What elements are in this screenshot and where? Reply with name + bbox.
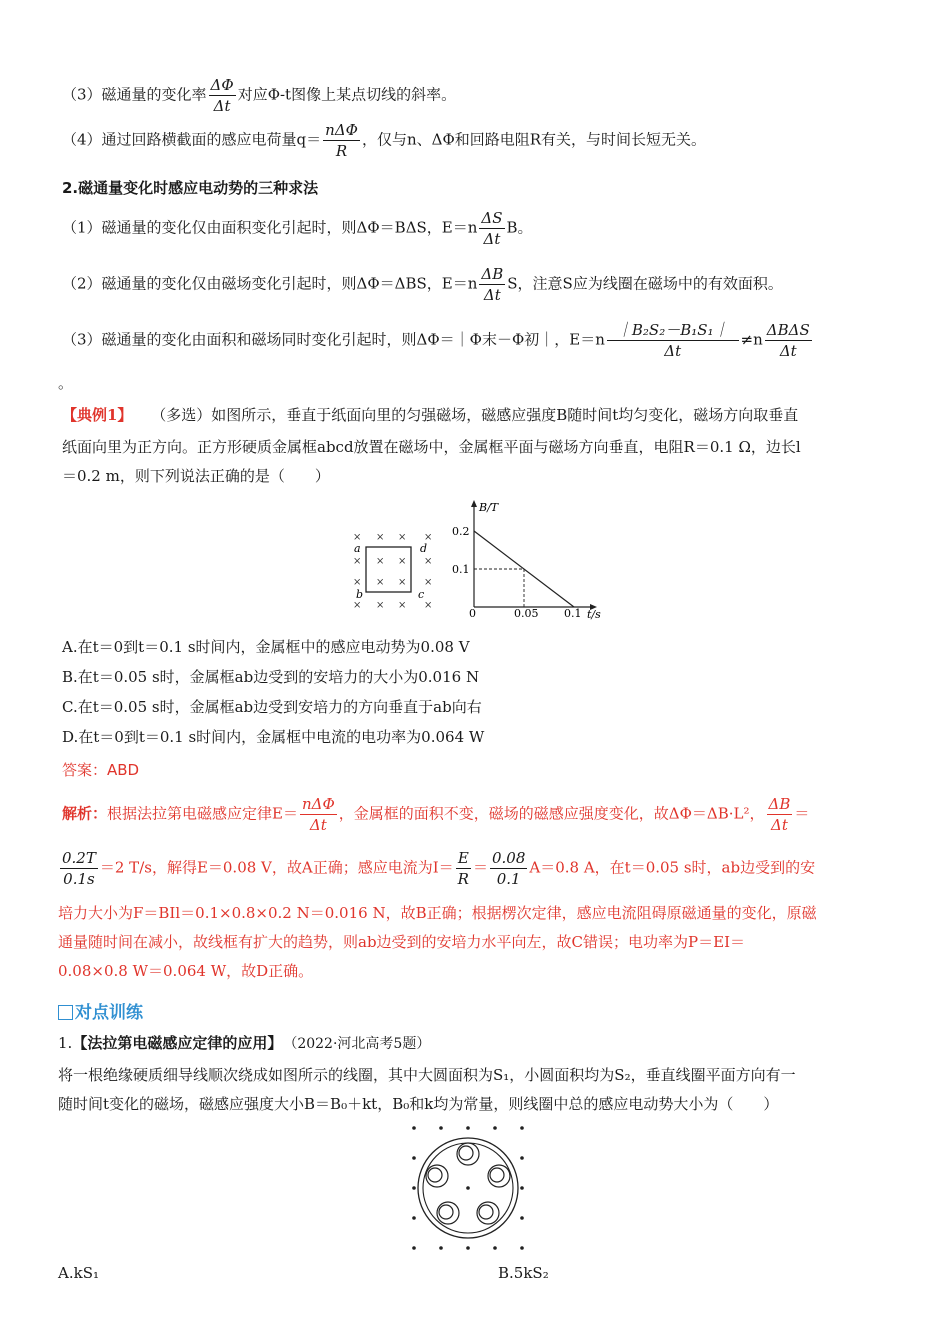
q1-line-1: 将一根绝缘硬质细导线顺次绕成如图所示的线圈，其中大圆面积为S₁，小圆面积均为S₂，垂直线圈平面方向有一 — [58, 1066, 796, 1084]
analysis-text-2b: ＝ — [472, 858, 488, 877]
analysis-line-2 — [58, 848, 815, 889]
item-4 — [62, 120, 706, 161]
example-type: （多选） — [151, 406, 212, 424]
frac-num: nΔΦ — [325, 121, 358, 139]
svg-text:×: × — [353, 532, 362, 543]
x-tick-005: 0.05 — [514, 607, 539, 620]
method-3-text: （3）磁通量的变化由面积和磁场同时变化引起时，则ΔΦ＝｜Φ末－Φ初｜，E＝n — [62, 330, 605, 349]
fraction — [60, 848, 98, 889]
svg-text:×: × — [424, 532, 433, 543]
x-axis-label: t/s — [587, 608, 601, 621]
method-1-text: （1）磁通量的变化仅由面积变化引起时，则ΔΦ＝BΔS，E＝n — [62, 218, 478, 237]
frac-num: ΔB — [481, 265, 504, 283]
analysis-line-4: 通量随时间在减小，故线框有扩大的趋势，则ab边受到的安培力水平向左，故C错误；电功率为P＝EI＝ — [58, 933, 745, 951]
fraction — [607, 320, 739, 361]
magnetic-field-dots — [412, 1126, 524, 1250]
q1-option-b: B.5kS₂ — [498, 1264, 549, 1282]
svg-text:×: × — [398, 556, 407, 567]
analysis-line-1 — [62, 794, 809, 835]
analysis-text-1b: ，金属框的面积不变，磁场的磁感应强度变化，故ΔΦ＝ΔB·L²， — [338, 804, 765, 823]
answer: 答案：ABD — [62, 761, 140, 779]
item-3-text: 对应Φ-t图像上某点切线的斜率。 — [237, 85, 457, 104]
analysis-text-2a: ＝2 T/s，解得E＝0.08 V，故A正确；感应电流为I＝ — [99, 858, 454, 877]
item-4-label: （4）通过回路横截面的感应电荷量q＝ — [62, 130, 322, 149]
frac-den: Δt — [309, 816, 327, 834]
method-2 — [62, 264, 783, 305]
corner-a: a — [354, 542, 361, 555]
frac-den: 0.1s — [63, 870, 95, 888]
frac-num: E — [456, 848, 471, 869]
svg-text:×: × — [424, 577, 433, 588]
fraction — [767, 794, 793, 835]
method-3 — [62, 320, 814, 361]
svg-text:×: × — [353, 600, 362, 611]
q1-title — [58, 1033, 430, 1054]
frac-den: Δt — [483, 230, 501, 248]
training-header-text: 对点训练 — [75, 1003, 143, 1023]
svg-text:×: × — [398, 577, 407, 588]
frac-den: Δt — [664, 342, 682, 360]
frac-num: ｜B₂S₂－B₁S₁｜ — [607, 320, 739, 341]
fraction — [765, 320, 812, 361]
corner-d: d — [420, 542, 428, 555]
frac-num: ΔB — [768, 795, 791, 813]
y-axis-arrow — [471, 500, 477, 507]
q1-source: （2022·河北高考5题） — [290, 1036, 431, 1052]
example-text-1: 如图所示，垂直于纸面向里的匀强磁场，磁感应强度B随时间t均匀变化，磁场方向取垂直 — [211, 406, 799, 424]
frac-den: R — [457, 870, 469, 888]
option-d: D.在t＝0到t＝0.1 s时间内，金属框中电流的电功率为0.064 W — [62, 728, 485, 746]
frac-den: Δt — [483, 286, 501, 304]
svg-text:×: × — [424, 556, 433, 567]
checkbox-icon — [58, 1005, 73, 1020]
method-3-end: 。 — [58, 374, 74, 392]
frac-num: ΔΦ — [210, 76, 234, 94]
analysis-text-1a: 根据法拉第电磁感应定律E＝ — [107, 804, 298, 823]
option-a: A.在t＝0到t＝0.1 s时间内，金属框中的感应电动势为0.08 V — [62, 638, 470, 656]
method-3-mid: ≠n — [740, 330, 763, 349]
svg-text:×: × — [353, 577, 362, 588]
y-tick-01: 0.1 — [452, 563, 470, 576]
frac-den: R — [335, 142, 348, 160]
fraction — [479, 264, 505, 305]
frac-den: Δt — [213, 97, 231, 115]
fraction — [456, 848, 471, 889]
q1-tag: 【法拉第电磁感应定律的应用】 — [72, 1034, 283, 1052]
frac-num: 0.08 — [491, 849, 526, 867]
example-line-1 — [62, 405, 798, 425]
svg-text:×: × — [376, 600, 385, 611]
method-1-tail: B。 — [506, 218, 533, 237]
svg-text:×: × — [376, 532, 385, 543]
analysis-text-1c: ＝ — [794, 804, 810, 823]
coil-figure — [400, 1118, 540, 1258]
method-2-tail: S，注意S应为线圈在磁场中的有效面积。 — [507, 274, 783, 293]
svg-text:×: × — [376, 577, 385, 588]
analysis-line-5: 0.08×0.8 W＝0.064 W，故D正确。 — [58, 962, 314, 980]
x-tick-01: 0.1 — [564, 607, 582, 620]
q1-option-a: A.kS₁ — [58, 1264, 99, 1282]
fraction — [209, 75, 236, 116]
corner-b: b — [356, 588, 364, 601]
item-3 — [62, 75, 456, 116]
example-line-2: 纸面向里为正方向。正方形硬质金属框abcd放置在磁场中，金属框平面与磁场方向垂直，电阻R＝0.1 Ω，边长l — [62, 438, 801, 456]
training-header — [58, 998, 143, 1023]
svg-text:×: × — [398, 532, 407, 543]
section-2-title: 2.磁通量变化时感应电动势的三种求法 — [62, 179, 319, 197]
method-1 — [62, 208, 533, 249]
example-tag: 【典例1】 — [62, 406, 133, 424]
corner-c: c — [418, 588, 425, 601]
item-4-text: ，仅与n、ΔΦ和回路电阻R有关，与时间长短无关。 — [361, 130, 707, 149]
frac-num: ΔBΔS — [766, 321, 810, 339]
fraction — [300, 794, 337, 835]
frac-den: Δt — [770, 816, 788, 834]
fraction — [323, 120, 360, 161]
frac-num: nΔΦ — [301, 795, 335, 813]
analysis-label: 解析： — [62, 804, 108, 823]
frac-num: ΔS — [481, 209, 503, 227]
fraction — [490, 848, 527, 889]
svg-text:×: × — [353, 556, 362, 567]
svg-text:×: × — [376, 556, 385, 567]
frac-den: Δt — [779, 342, 797, 360]
option-b: B.在t＝0.05 s时，金属框ab边受到的安培力的大小为0.016 N — [62, 668, 480, 686]
analysis-line-3: 培力大小为F＝BIl＝0.1×0.8×0.2 N＝0.016 N，故B正确；根据楞次定律，感应电流阻碍原磁通量的变化，原磁 — [58, 904, 817, 922]
svg-text:×: × — [424, 600, 433, 611]
option-c: C.在t＝0.05 s时，金属框ab边受到安培力的方向垂直于ab向右 — [62, 698, 482, 716]
y-axis-label: B/T — [479, 501, 499, 514]
q1-num: 1. — [58, 1034, 73, 1052]
small-coils — [426, 1143, 510, 1224]
method-2-text: （2）磁通量的变化仅由磁场变化引起时，则ΔΦ＝ΔBS，E＝n — [62, 274, 478, 293]
y-tick-02: 0.2 — [452, 525, 470, 538]
q1-line-2: 随时间t变化的磁场，磁感应强度大小B＝B₀＋kt，B₀和k均为常量，则线圈中总的感应电动势大小为（ ） — [58, 1095, 779, 1113]
fraction — [479, 208, 504, 249]
frac-num: 0.2T — [62, 849, 96, 867]
example-figure — [340, 495, 610, 625]
x-tick-0: 0 — [469, 607, 476, 620]
example-line-3: ＝0.2 m，则下列说法正确的是（ ） — [62, 467, 330, 485]
frac-den: 0.1 — [496, 870, 521, 888]
analysis-text-2c: A＝0.8 A，在t＝0.05 s时，ab边受到的安 — [529, 858, 816, 877]
item-3-label: （3）磁通量的变化率 — [62, 85, 207, 104]
svg-text:×: × — [398, 600, 407, 611]
